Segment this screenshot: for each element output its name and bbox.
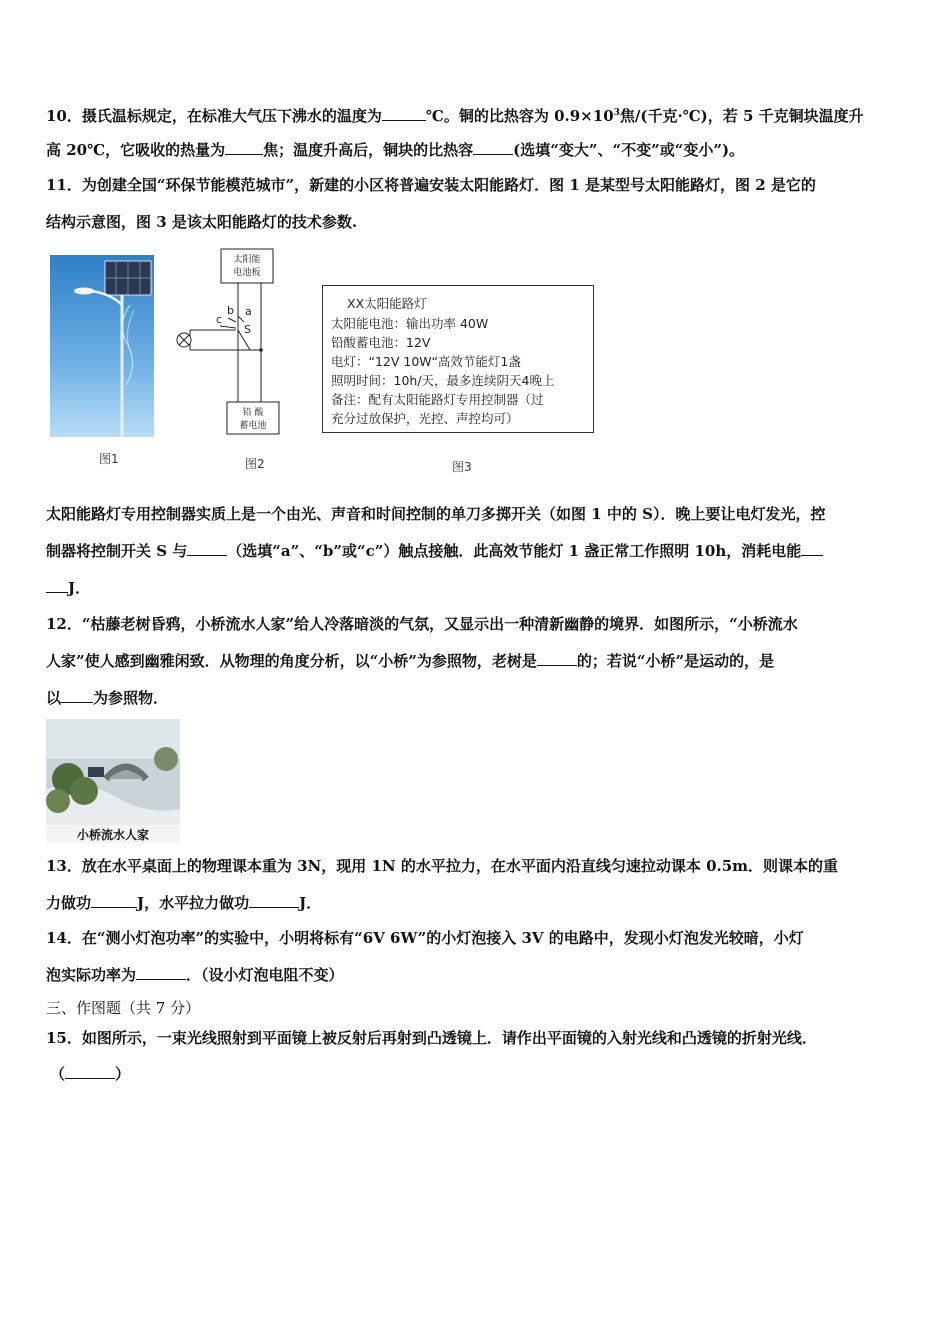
q14-line2: 泡实际功率为 ．（设小灯泡电阻不变）	[46, 966, 344, 984]
q15-line2: （ ）	[50, 1065, 131, 1083]
spec-line4: 照明时间：10h/天，最多连续阴天4晚上	[331, 373, 555, 388]
section3-title: 三、作图题（共 7 分）	[46, 999, 201, 1017]
svg-text:S: S	[244, 323, 251, 336]
svg-text:太阳能: 太阳能	[233, 255, 261, 265]
q15-line1: 15．如图所示，一束光线照射到平面镜上被反射后再射到凸透镜上．请作出平面镜的入射光线和凸透镜的折射光线．	[46, 1029, 817, 1047]
q11-line4: 制器将控制开关 S 与 （选填“a”、“b”或“c”）触点接触．此高效节能灯 1 盏正常工作照明 10h，消耗电能	[46, 541, 823, 561]
fig1-caption: 图1	[99, 452, 119, 466]
q12-blank-reference[interactable]	[61, 688, 93, 703]
svg-text:c: c	[216, 313, 223, 326]
q10-blank-boiling-point[interactable]	[382, 106, 426, 121]
lamp-head-icon	[74, 288, 94, 295]
q14-line1: 14．在“测小灯泡功率”的实验中，小明将标有“6V 6W”的小灯泡接入 3V 的电路中，发现小灯泡发光较暗，小灯	[46, 929, 804, 947]
q11-line5: J．	[46, 578, 90, 598]
q10-blank-specific-heat[interactable]	[473, 140, 513, 155]
q11-blank-energy-part2[interactable]	[46, 578, 68, 593]
switch-s	[238, 316, 244, 322]
svg-text:铅 酸: 铅 酸	[242, 408, 264, 418]
svg-text:b: b	[227, 304, 234, 317]
spec-line1: 太阳能电池：输出功率 40W	[331, 316, 489, 331]
q12-line2: 人家”使人感到幽雅闲致．从物理的角度分析，以“小桥”为参照物，老树是 的；若说“小桥”是运动的，是	[46, 652, 775, 670]
q12-line1: 12．“枯藤老树昏鸦，小桥流水人家”给人冷落暗淡的气氛，又显示出一种清新幽静的境界．如图所示，“小桥流水	[46, 615, 798, 633]
q12-bridge-photo	[46, 719, 180, 843]
q10-blank-heat[interactable]	[225, 140, 263, 155]
q10-line1: 10．摄氏温标规定，在标准大气压下沸水的温度为 ℃。铜的比热容为 $0.9\times 10^3$焦/(千克·℃)，若 5 千克铜块温度升	[46, 107, 864, 125]
q13-blank-gravity-work[interactable]	[91, 893, 137, 908]
svg-text:a: a	[245, 305, 252, 318]
spec-title: XX太阳能路灯	[347, 296, 427, 311]
svg-text:蓄电池: 蓄电池	[239, 421, 267, 431]
q12-line3: 以 为参照物．	[46, 689, 169, 707]
q13-blank-pull-work[interactable]	[249, 893, 299, 908]
q11-line3: 太阳能路灯专用控制器实质上是一个由光、声音和时间控制的单刀多掷开关（如图 1 中的 S）．晚上要让电灯发光，控	[46, 505, 826, 523]
fig1-solar-lamp-photo	[50, 255, 154, 437]
q11-line2: 结构示意图，图 3 是该太阳能路灯的技术参数.	[46, 213, 358, 231]
fig2-caption: 图2	[245, 457, 265, 471]
svg-text:电池板: 电池板	[233, 268, 261, 278]
q13-line1: 13．放在水平桌面上的物理课本重为 3N，现用 1N 的水平拉力，在水平面内沿直线匀速拉动课本 0.5m．则课本的重	[46, 857, 839, 875]
q11-blank-energy-part1[interactable]	[801, 541, 823, 556]
fig3-caption: 图3	[452, 460, 472, 474]
q14-blank-actual-power[interactable]	[136, 965, 186, 980]
spec-line6: 充分过放保护，光控、声控均可）	[331, 411, 519, 426]
fig2-circuit-diagram	[170, 246, 290, 440]
q10-line2: 高 20℃，它吸收的热量为 焦；温度升高后，铜块的比热容 (选填“变大”、“不变”或“变小”)。	[46, 141, 745, 159]
q11-line1: 11．为创建全国“环保节能模范城市”，新建的小区将普遍安装太阳能路灯．图 1 是某型号太阳能路灯，图 2 是它的	[46, 176, 816, 194]
fig3-spec-box	[322, 285, 594, 433]
q15-blank-drawing[interactable]	[65, 1064, 115, 1079]
q11-blank-contact[interactable]	[187, 541, 227, 556]
photo-caption: 小桥流水人家	[76, 828, 150, 842]
q12-blank-tree-state[interactable]	[537, 651, 577, 666]
q13-line2: 力做功 J，水平拉力做功 J．	[46, 894, 322, 912]
spec-line2: 铅酸蓄电池：12V	[331, 335, 431, 350]
spec-line3: 电灯：“12V 10W“高效节能灯1盏	[331, 354, 521, 369]
spec-line5: 备注：配有太阳能路灯专用控制器（过	[331, 392, 544, 407]
